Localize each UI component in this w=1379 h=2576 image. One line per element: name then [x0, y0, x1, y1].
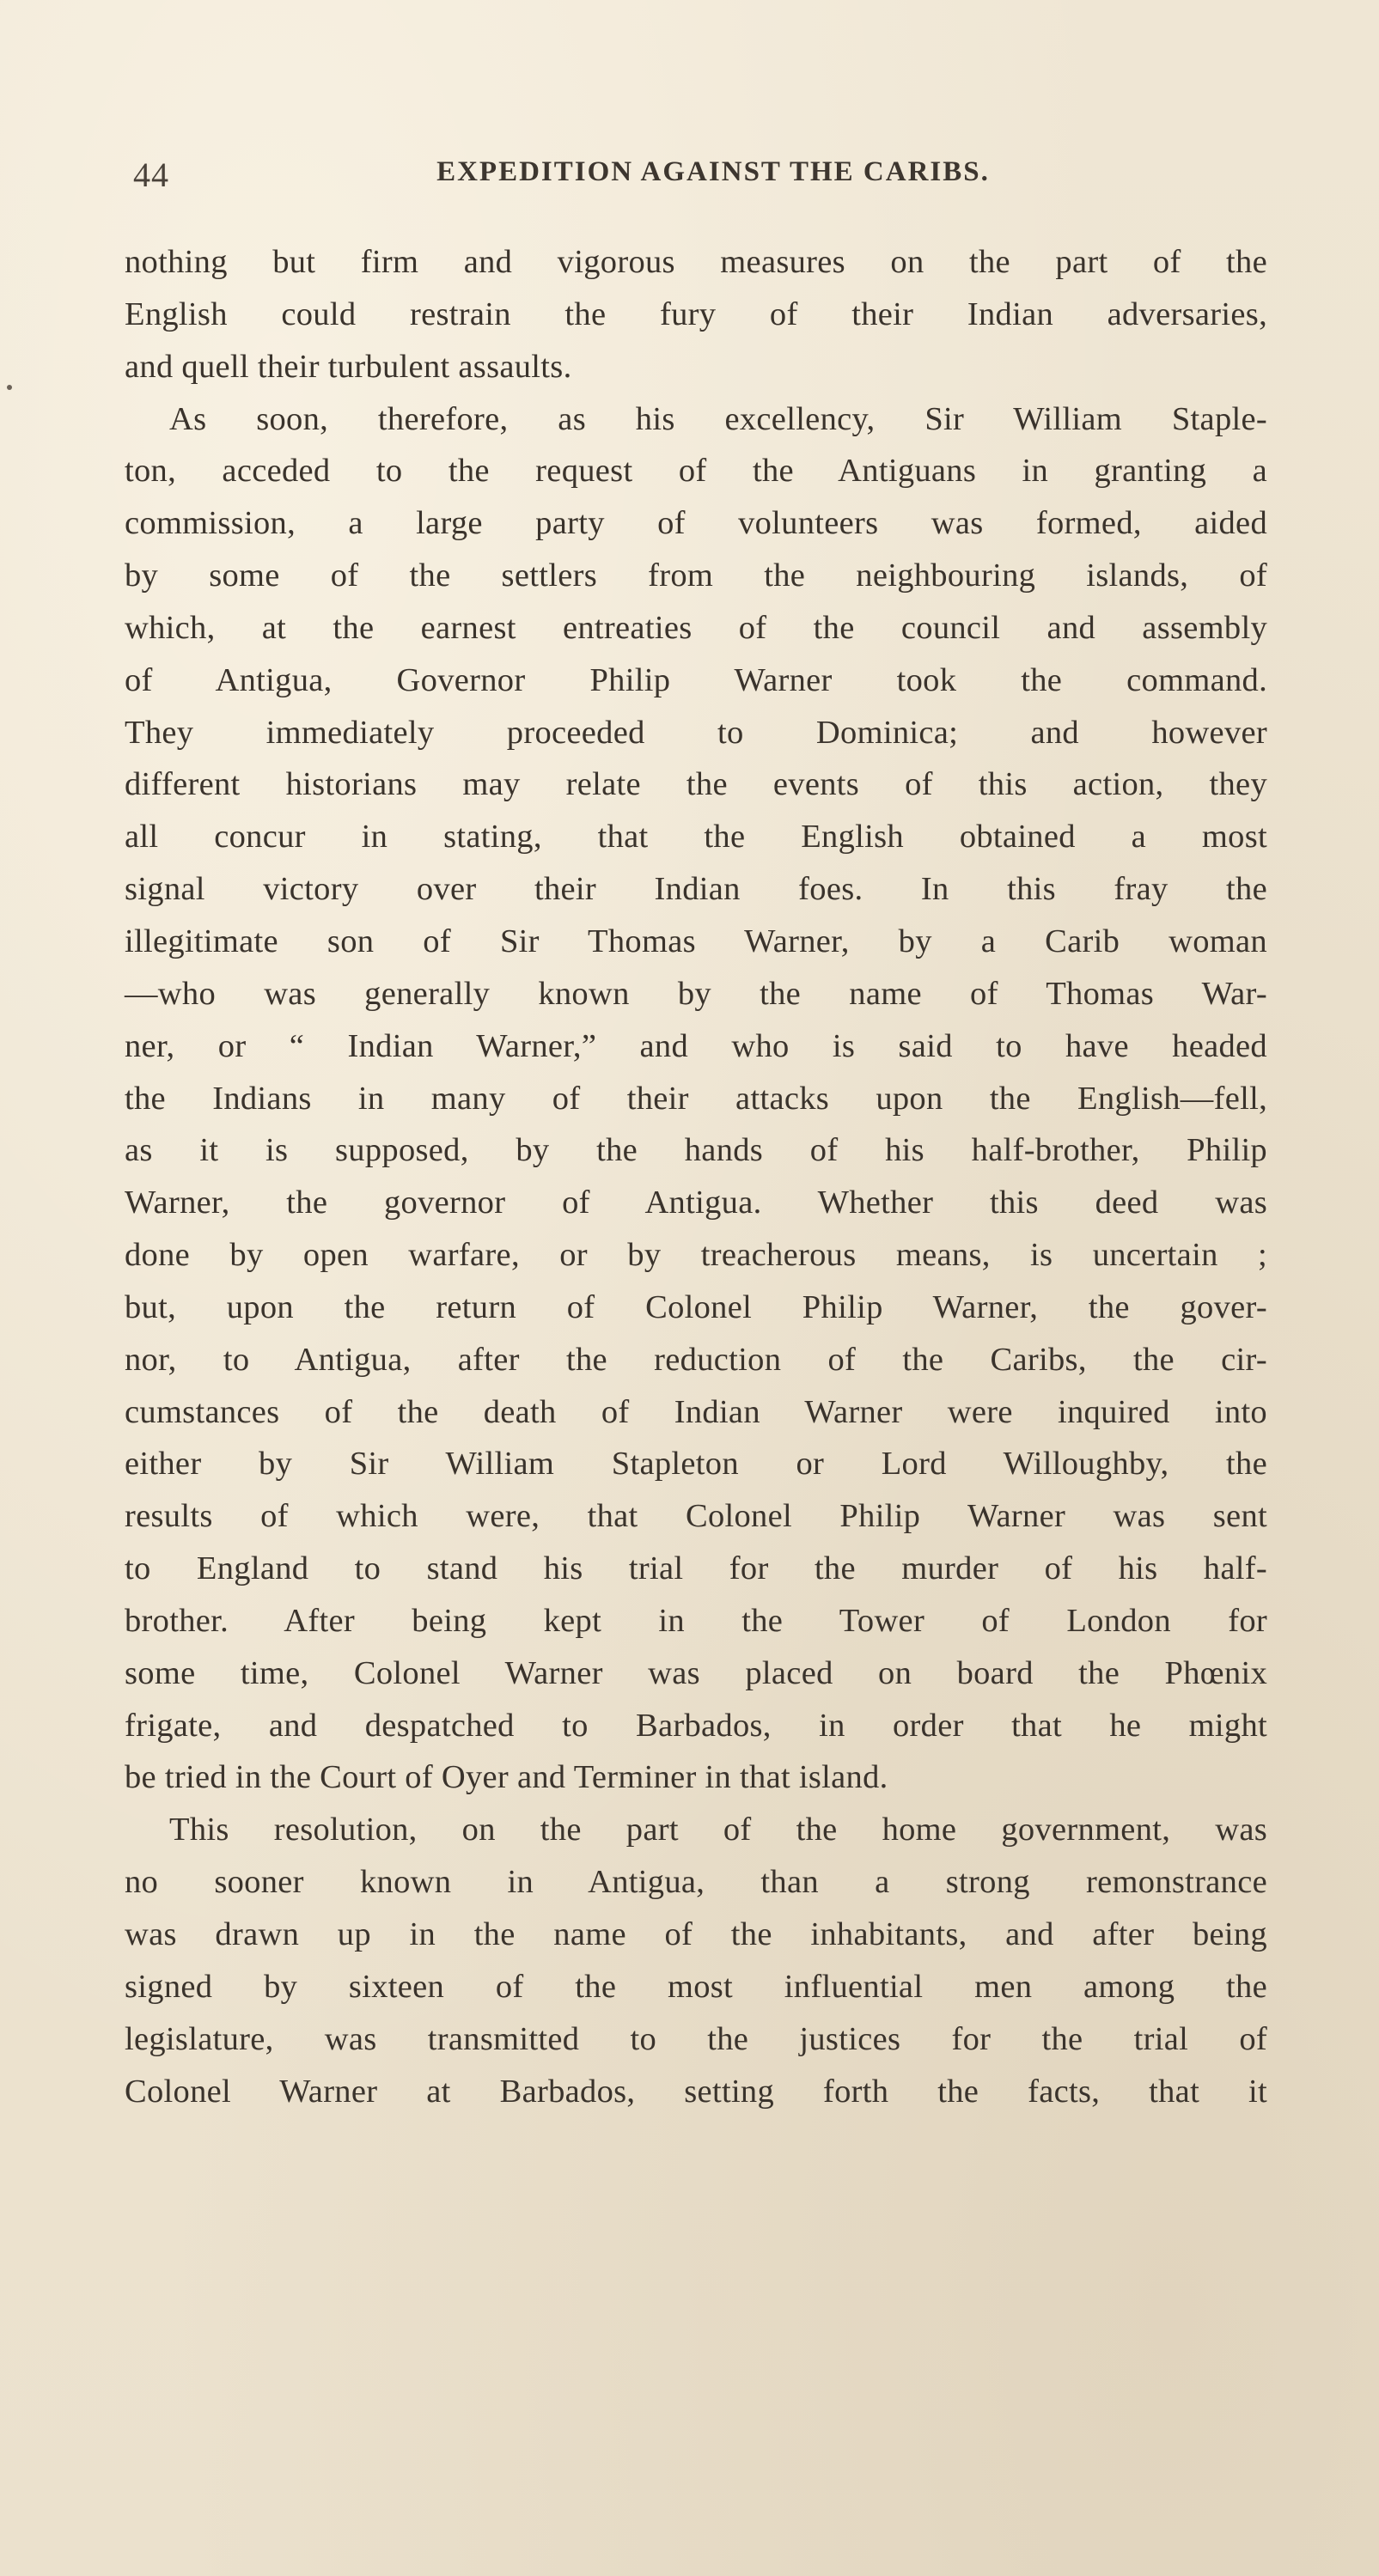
text-line: some time, Colonel Warner was placed on board the Phœnix: [125, 1654, 1267, 1691]
text-line: which, at the earnest entreaties of the council and assembly: [125, 609, 1267, 646]
text-line: Warner, the governor of Antigua. Whether this deed was: [125, 1184, 1267, 1221]
text-line: This resolution, on the part of the home government, was: [169, 1812, 1267, 1848]
body-text: [125, 236, 1267, 2117]
text-line: legislature, was transmitted to the justices for the trial of: [125, 2020, 1267, 2057]
text-line: ton, acceded to the request of the Antiguans in granting a: [125, 453, 1267, 490]
text-line: of Antigua, Governor Philip Warner took the command.: [125, 661, 1267, 698]
text-line: as it is supposed, by the hands of his half-brother, Philip: [125, 1132, 1267, 1169]
text-line: different historians may relate the events of this action, they: [125, 766, 1267, 803]
text-line: As soon, therefore, as his excellency, Sir William Staple-: [169, 400, 1267, 437]
running-head: EXPEDITION AGAINST THE CARIBS.: [436, 156, 990, 187]
text-line: and quell their turbulent assaults.: [125, 348, 572, 385]
text-line: be tried in the Court of Oyer and Terminer in that island.: [125, 1759, 888, 1796]
text-line: illegitimate son of Sir Thomas Warner, by a Carib woman: [125, 923, 1267, 959]
page-number: 44: [133, 155, 169, 194]
ink-speck: [7, 385, 12, 390]
text-line: brother. After being kept in the Tower of London for: [125, 1602, 1267, 1639]
text-line: by some of the settlers from the neighbouring islands, of: [125, 557, 1267, 594]
text-line: Colonel Warner at Barbados, setting forth the facts, that it: [125, 2073, 1267, 2110]
text-line: commission, a large party of volunteers was formed, aided: [125, 505, 1267, 542]
text-line: signal victory over their Indian foes. In this fray the: [125, 871, 1267, 908]
text-line: but, upon the return of Colonel Philip Warner, the gover-: [125, 1288, 1267, 1325]
text-line: all concur in stating, that the English obtained a most: [125, 819, 1267, 856]
text-line: ner, or “ Indian Warner,” and who is said to have headed: [125, 1027, 1267, 1064]
page-header: [125, 155, 1267, 206]
text-line: was drawn up in the name of the inhabitants, and after being: [125, 1916, 1267, 1952]
text-line: to England to stand his trial for the murder of his half-: [125, 1550, 1267, 1587]
text-line: the Indians in many of their attacks upon the English—fell,: [125, 1080, 1267, 1117]
text-line: cumstances of the death of Indian Warner were inquired into: [125, 1393, 1267, 1430]
text-line: frigate, and despatched to Barbados, in order that he might: [125, 1707, 1267, 1744]
text-line: —who was generally known by the name of Thomas War-: [125, 975, 1267, 1012]
text-line: results of which were, that Colonel Philip Warner was sent: [125, 1498, 1267, 1535]
text-line: nothing but firm and vigorous measures on the part of the: [125, 244, 1267, 280]
text-line: They immediately proceeded to Dominica; and however: [125, 714, 1267, 751]
text-line: English could restrain the fury of their Indian adversaries,: [125, 295, 1267, 332]
text-line: signed by sixteen of the most influential men among the: [125, 1968, 1267, 2005]
text-line: done by open warfare, or by treacherous means, is uncertain ;: [125, 1237, 1267, 1274]
text-line: nor, to Antigua, after the reduction of the Caribs, the cir-: [125, 1341, 1267, 1378]
text-line: no sooner known in Antigua, than a strong remonstrance: [125, 1864, 1267, 1901]
text-line: either by Sir William Stapleton or Lord Willoughby, the: [125, 1446, 1267, 1483]
